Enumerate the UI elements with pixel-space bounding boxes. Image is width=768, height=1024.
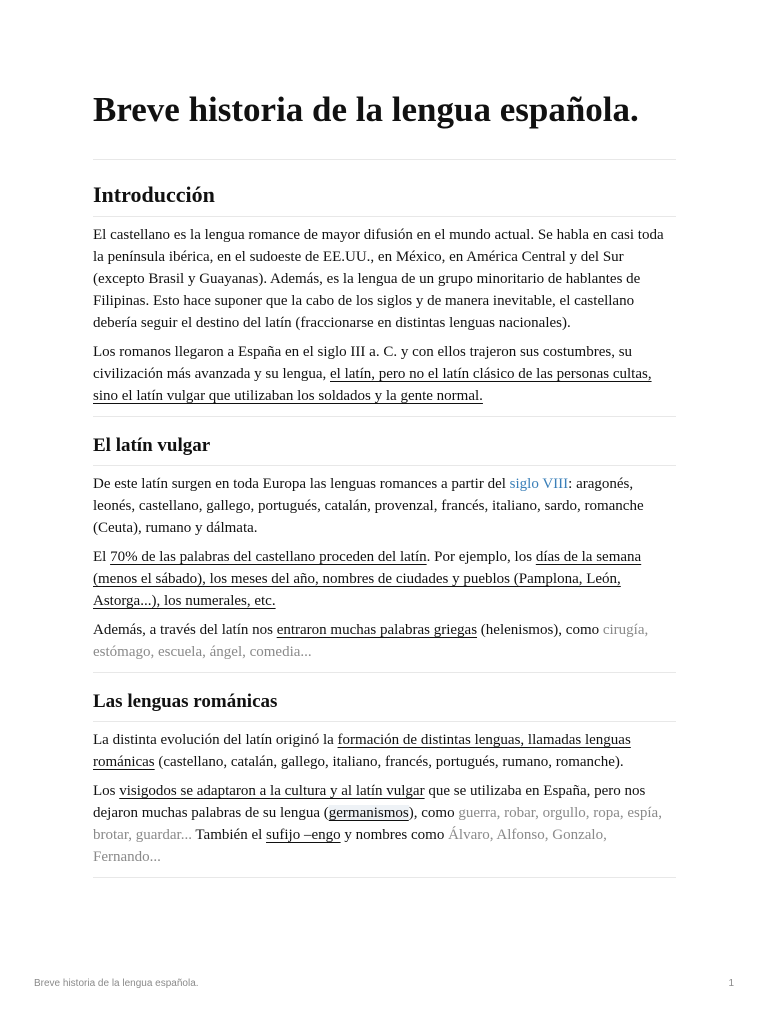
paragraph-text: y nombres como [340, 827, 449, 843]
paragraph-text: Los [93, 783, 120, 799]
paragraph-text: Además, a través del latín nos [93, 622, 277, 638]
paragraph-text: El [93, 549, 111, 565]
footer-document-title: Breve historia de la lengua española. [34, 978, 199, 989]
paragraph-text: (helenismos), como [477, 622, 603, 638]
underlined-text: entraron muchas palabras griegas [276, 622, 478, 638]
section-heading-lenguas-romanicas: Las lenguas románicas [93, 673, 676, 722]
paragraph-text: La distinta evolución del latín originó la [93, 732, 338, 748]
paragraph [93, 780, 676, 868]
paragraph [93, 619, 676, 663]
underlined-text: días de la semana (menos el sábado), los meses del año, nombres de ciudades y pueblos (Pamplona, León, Astorga...), los numerales, etc. [93, 549, 642, 609]
paragraph-text: (castellano, catalán, gallego, italiano, francés, portugués, rumano, romanche). [154, 754, 624, 770]
section-heading-latin-vulgar: El latín vulgar [93, 417, 676, 466]
section-body-lenguas-romanicas [93, 722, 676, 878]
paragraph [93, 473, 676, 539]
section-heading-introduccion: Introducción [93, 160, 676, 217]
underlined-text: formación de distintas lenguas, llamadas lenguas románicas [93, 732, 631, 770]
underlined-text: visigodos se adaptaron a la cultura y al latín vulgar [119, 783, 425, 799]
example-names: Álvaro, Alfonso, Gonzalo, Fernando... [93, 827, 607, 865]
page-title: Breve historia de la lengua española. [93, 88, 676, 160]
section-body-latin-vulgar [93, 466, 676, 673]
underlined-text: el latín, pero no el latín clásico de las personas cultas, sino el latín vulgar que utilizaban los soldados y la gente normal. [93, 366, 652, 404]
example-words: cirugía, estómago, escuela, ángel, comedia... [93, 622, 649, 660]
example-words: guerra, robar, orgullo, ropa, espía, brotar, guardar... [93, 805, 662, 843]
document-page [93, 88, 676, 878]
underlined-text: sufijo –engo [266, 827, 341, 843]
paragraph-text: De este latín surgen en toda Europa las lenguas romances a partir del [93, 476, 510, 492]
page-number: 1 [728, 978, 734, 989]
paragraph-text: ), como [408, 805, 459, 821]
paragraph-text: . Por ejemplo, los [426, 549, 536, 565]
paragraph-text: : aragonés, leonés, castellano, gallego, portugués, catalán, provenzal, francés, italiano, sardo, romanche (Ceuta), rumano y dálmata. [93, 476, 644, 536]
paragraph-text: Los romanos llegaron a España en el siglo III a. C. y con ellos trajeron sus costumbres, su civilización más avanzada y su lengua, [93, 344, 633, 382]
page-footer [34, 978, 734, 989]
underlined-text: 70% de las palabras del castellano proceden del latín [110, 549, 427, 565]
paragraph-text: El castellano es la lengua romance de mayor difusión en el mundo actual. Se habla en casi toda la península ibérica, en el sudoeste de EE.UU., en México, en América Central y del Sur (excepto Brasil y Guayanas). Además, es la lengua de un grupo minoritario de hablantes de Filipinas. Esto hace suponer que la cabo de los siglos y de manera inevitable, el castellano debería seguir el destino del latín (fraccionarse en distintas lenguas nacionales). [93, 227, 664, 331]
paragraph [93, 546, 676, 612]
paragraph [93, 729, 676, 773]
paragraph-text: que se utilizaba en España, pero nos dejaron muchas palabras de su lengua ( [93, 783, 646, 821]
paragraph [93, 224, 676, 334]
link-siglo-viii[interactable]: siglo VIII [509, 476, 569, 492]
section-body-introduccion [93, 217, 676, 417]
highlighted-term: germanismos [328, 805, 409, 821]
paragraph-text: También el [191, 827, 267, 843]
paragraph [93, 341, 676, 407]
